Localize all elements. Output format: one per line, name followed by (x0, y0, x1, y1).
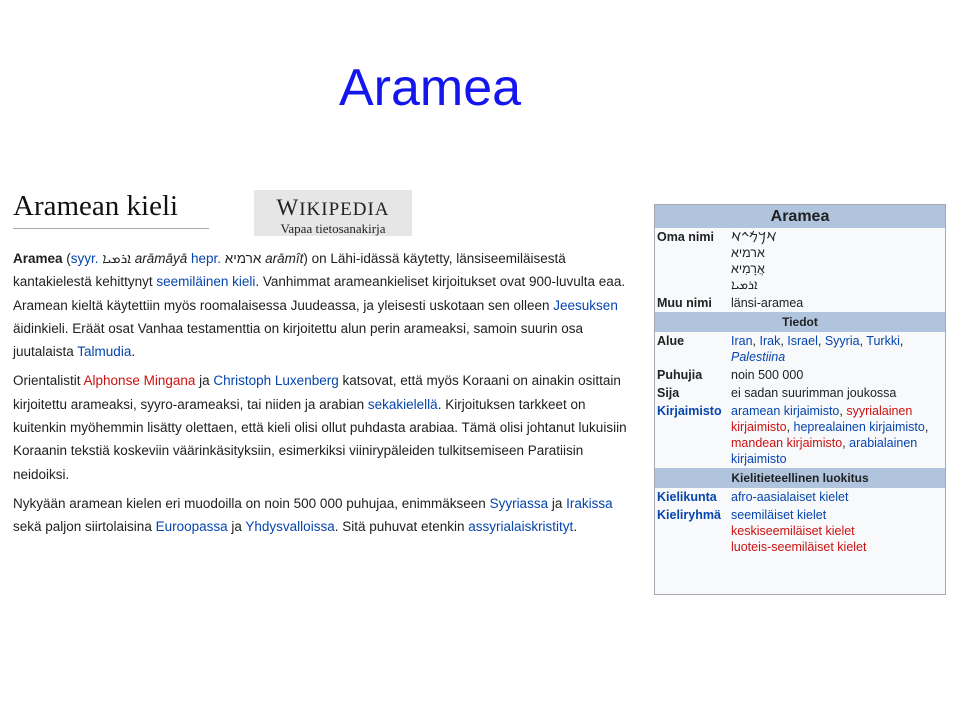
infobox-title: Aramea (655, 205, 945, 228)
link-mandean-kirjaimisto[interactable]: mandean kirjaimisto (731, 436, 843, 450)
link-kirjaimisto[interactable]: Kirjaimisto (657, 404, 722, 418)
link-aramean-kirjaimisto[interactable]: aramean kirjaimisto (731, 404, 840, 418)
link-israel[interactable]: Israel (787, 334, 818, 348)
infobox-row-sija: Sija ei sadan suurimman joukossa (657, 386, 897, 400)
slide-title: Aramea (338, 59, 522, 117)
link-arabialainen-kirjaimisto[interactable]: arabialainen kirjaimisto (731, 436, 918, 466)
link-syyriassa[interactable]: Syyriassa (489, 495, 549, 511)
article-paragraph-1: Aramea (syyr. ܐܪܡܝܐ arāmāyā hepr. ארמיא arāmît) on Lähi-idässä käytetty, länsiseemiläisestä kantakielestä kehittynyt seemiläinen kieli. Vanhimmat arameankieliset kirjoitukset ovat 900-luvulta eaa. Aramean kieltä käytettiin myös roomalaisessa Juudeassa, ja yleisesti uskotaan sen olleen Jeesuksen äidinkieli. Eräät osat Vanhaa testamenttia on kirjoitettu alun perin arameaksi, samoin suurin osa juutalaista Talmudia. (13, 251, 626, 360)
link-euroopassa[interactable]: Euroopassa (155, 519, 228, 535)
infobox-row-kirjaimisto: Kirjaimisto aramean kirjaimisto, syyrialainen kirjaimisto, heprealainen kirjaimisto, mandean kirjaimisto, arabialainen kirjaimisto (657, 404, 929, 466)
link-keskiseemilaiset-kielet[interactable]: keskiseemiläiset kielet (731, 524, 855, 538)
infobox-row-oma-nimi: Oma nimi 𐡀𐡓𐡌𐡉𐡀 ארמיא אֲרָמִיא ܐܪܡܝܐ (657, 230, 777, 292)
infobox-section-tiedot: Tiedot (655, 312, 945, 332)
link-sekakielella[interactable]: sekakielellä (367, 396, 438, 412)
heading-divider (13, 228, 209, 229)
link-seemilainen-kieli[interactable]: seemiläinen kieli (156, 274, 256, 290)
link-palestiina[interactable]: Palestiina (731, 350, 786, 364)
link-iran[interactable]: Iran (731, 334, 753, 348)
link-irak[interactable]: Irak (759, 334, 781, 348)
link-afro-aasialaiset-kielet[interactable]: afro-aasialaiset kielet (731, 490, 849, 504)
article-subject: Aramea (13, 251, 63, 266)
link-turkki[interactable]: Turkki (866, 334, 900, 348)
link-seemilaiset-kielet[interactable]: seemiläiset kielet (731, 508, 827, 522)
article-paragraph-3: Nykyään aramean kielen eri muodoilla on noin 500 000 puhujaa, enimmäkseen Syyriassa ja Irakissa sekä paljon siirtolaisina Euroopassa ja Yhdysvalloissa. Sitä puhuvat etenkin assyrialaiskristityt. (13, 495, 613, 535)
link-heprealainen-kirjaimisto[interactable]: heprealainen kirjaimisto (793, 420, 925, 434)
link-hepr[interactable]: hepr. (191, 251, 222, 266)
link-syyrialainen-kirjaimisto[interactable]: syyrialainen kirjaimisto (731, 404, 913, 434)
link-luoteis-seemilaiset-kielet[interactable]: luoteis-seemiläiset kielet (731, 540, 867, 554)
article-paragraph-2: Orientalistit Alphonse Mingana ja Christoph Luxenberg katsovat, että myös Koraani on ainakin osittain kirjoitettu arameaksi, syyro-arameaksi, tai niiden ja arabian sekakielellä. Kirjoituksen tarkkeet on kuitenkin myöhemmin lisätty olettaen, että kieli olisi ollut puhdasta arabiaa. Tämä olisi johtanut lukuisiin Koraanin tekstiä koskeviin väärinkäsityksiin, esimerkiksi viinirypäleiden tulkitsemiseen Paratiisin neidoiksi. (13, 373, 627, 482)
link-kieliryhma[interactable]: Kieliryhmä (657, 508, 721, 522)
link-assyrialaiskristityt[interactable]: assyrialaiskristityt (468, 519, 574, 535)
infobox (654, 204, 946, 595)
link-irakissa[interactable]: Irakissa (566, 495, 613, 511)
infobox-row-muu-nimi: Muu nimi länsi-aramea (657, 296, 804, 310)
link-jeesuksen[interactable]: Jeesuksen (553, 297, 618, 313)
wikipedia-logo[interactable] (254, 190, 412, 236)
infobox-row-kieliryhma (655, 506, 945, 556)
page-title: Aramean kieli (13, 190, 179, 222)
link-yhdysvalloissa[interactable]: Yhdysvalloissa (245, 519, 335, 535)
link-syyria[interactable]: Syyria (824, 334, 860, 348)
link-syyr[interactable]: syyr. (70, 251, 99, 266)
link-christoph-luxenberg[interactable]: Christoph Luxenberg (213, 373, 339, 389)
infobox-section-luokitus: Kielitieteellinen luokitus (655, 468, 945, 488)
link-alphonse-mingana[interactable]: Alphonse Mingana (83, 373, 196, 389)
article-body (13, 247, 641, 545)
infobox-row-puhujia: Puhujia noin 500 000 (657, 368, 804, 382)
link-talmudia[interactable]: Talmudia (77, 344, 132, 360)
infobox-row-kielikunta (655, 488, 945, 506)
infobox-row-alue: Alue Iran, Irak, Israel, Syyria, Turkki, Palestiina (657, 334, 904, 364)
link-kielikunta[interactable]: Kielikunta (657, 490, 717, 504)
wikipedia-tagline: Vapaa tietosanakirja (280, 221, 386, 236)
wikipedia-wordmark: WIKIPEDIA (276, 195, 390, 220)
